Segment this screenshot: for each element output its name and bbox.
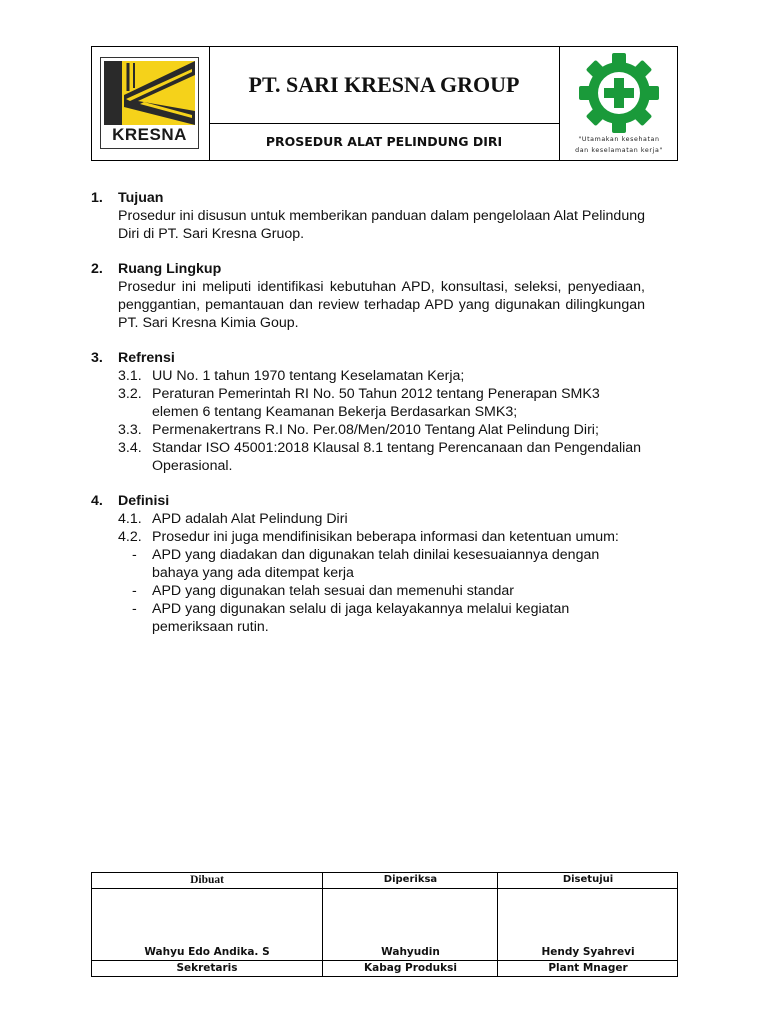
k3-logo-cell — [559, 47, 678, 160]
kresna-logo — [100, 57, 199, 149]
kresna-logo-mark-icon — [104, 61, 195, 125]
logo-wordmark: KRESNA — [112, 125, 187, 144]
bullet-item — [132, 600, 645, 636]
section-tujuan — [91, 189, 645, 243]
bullet-item — [132, 582, 645, 600]
approval-label: Dibuat — [190, 874, 224, 886]
signer-name: Wahyudin — [381, 946, 440, 958]
list-item — [118, 510, 645, 528]
table-divider — [92, 888, 677, 889]
section-heading — [91, 349, 645, 367]
signer-name: Wahyu Edo Andika. S — [144, 946, 270, 958]
title-cell — [209, 47, 559, 160]
k3-motto-line-1: "Utamakan kesehatan — [578, 136, 660, 143]
section-ruang-lingkup — [91, 260, 645, 332]
section-heading — [91, 492, 645, 510]
company-name: PT. SARI KRESNA GROUP — [209, 47, 559, 124]
section-paragraph: Prosedur ini meliputi identifikasi kebutuhan APD, konsultasi, seleksi, penyediaan, penggantian, pemantauan dan review terhadap APD yang digunakan dilingkungan PT. Sari Kresna Kimia Goup. — [118, 279, 645, 331]
approval-label: Disetujui — [562, 874, 614, 885]
list-item — [118, 367, 645, 385]
k3-motto-line-2: dan keselamatan kerja" — [575, 147, 663, 154]
table-divider — [92, 960, 677, 961]
list-item-text: Standar ISO 45001:2018 Klausal 8.1 tentang Perencanaan dan Pengendalian Operasional. — [152, 440, 642, 474]
section-title: Tujuan — [118, 190, 164, 206]
k3-gear-cross-icon — [574, 52, 664, 134]
bullet-item — [132, 546, 645, 582]
section-refrensi — [91, 349, 645, 475]
section-number: 4. — [91, 493, 103, 509]
document-header — [91, 46, 678, 161]
list-item-number: 3.4. — [118, 440, 142, 456]
list-item-number: 3.3. — [118, 422, 142, 438]
list-item-number: 3.2. — [118, 386, 142, 402]
k3-motto — [562, 134, 676, 156]
list-item-text: APD adalah Alat Pelindung Diri — [152, 511, 348, 527]
list-item — [118, 421, 645, 439]
logo-cell — [92, 47, 210, 160]
section-heading — [91, 260, 645, 278]
list-item — [118, 385, 645, 421]
procedure-content — [91, 189, 645, 653]
bullet-text: APD yang digunakan selalu di jaga kelayakannya melalui kegiatan pemeriksaan rutin. — [152, 601, 570, 635]
bullet-text: APD yang diadakan dan digunakan telah dinilai kesesuaiannya dengan bahaya yang ada ditempat kerja — [152, 547, 600, 581]
section-title: Definisi — [118, 493, 170, 509]
section-title: Ruang Lingkup — [118, 261, 222, 277]
section-definisi — [91, 492, 645, 636]
approval-table — [91, 872, 678, 977]
bullet-dash: - — [132, 601, 137, 617]
signer-role: Sekretaris — [176, 962, 238, 974]
section-paragraph: Prosedur ini disusun untuk memberikan panduan dalam pengelolaan Alat Pelindung Diri di PT. Sari Kresna Gruop. — [118, 208, 645, 242]
list-item — [118, 439, 645, 475]
list-item-number: 3.1. — [118, 368, 142, 384]
list-item-number: 4.2. — [118, 529, 142, 545]
bullet-dash: - — [132, 583, 137, 599]
section-heading — [91, 189, 645, 207]
list-item-text: Permenakertrans R.I No. Per.08/Men/2010 Tentang Alat Pelindung Diri; — [152, 422, 599, 438]
list-item-text: Prosedur ini juga mendifinisikan beberapa informasi dan ketentuan umum: — [152, 529, 619, 545]
document-title: PROSEDUR ALAT PELINDUNG DIRI — [265, 134, 503, 149]
section-number: 2. — [91, 261, 103, 277]
list-item-number: 4.1. — [118, 511, 142, 527]
list-item-text: UU No. 1 tahun 1970 tentang Keselamatan Kerja; — [152, 368, 465, 384]
section-title: Refrensi — [118, 350, 175, 366]
list-item-text: Peraturan Pemerintah RI No. 50 Tahun 2012 tentang Penerapan SMK3 elemen 6 tentang Keamanan Bekerja Berdasarkan SMK3; — [152, 386, 600, 420]
bullet-dash: - — [132, 547, 137, 563]
bullet-text: APD yang digunakan telah sesuai dan memenuhi standar — [152, 583, 515, 599]
approval-label: Diperiksa — [383, 874, 438, 885]
signer-role: Plant Mnager — [548, 962, 628, 974]
section-number: 1. — [91, 190, 103, 206]
section-number: 3. — [91, 350, 103, 366]
signer-role: Kabag Produksi — [364, 962, 457, 974]
list-item — [118, 528, 645, 546]
signer-name: Hendy Syahrevi — [541, 946, 635, 958]
